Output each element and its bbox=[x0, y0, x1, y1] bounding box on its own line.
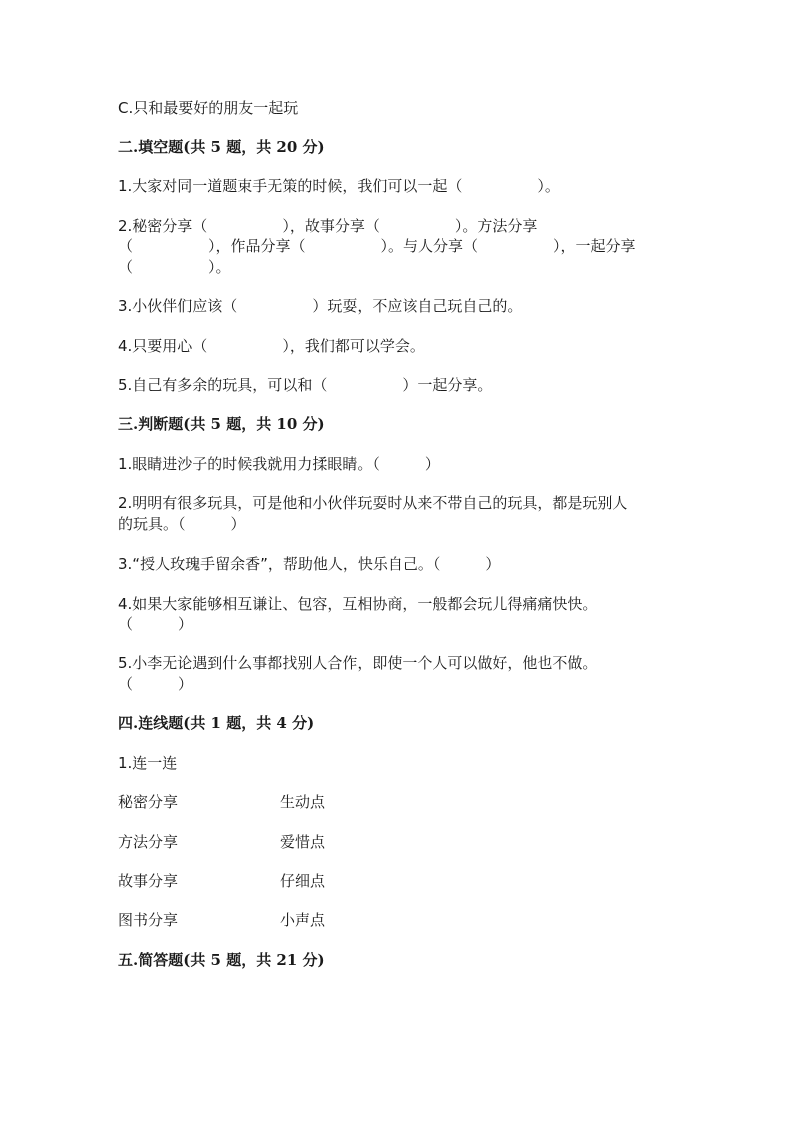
fill-question-3: 3.小伙伴们应该（ ）玩耍，不应该自己玩自己的。 bbox=[118, 297, 523, 315]
judge-question-4-line-2: （ ） bbox=[118, 615, 194, 633]
matching-right-item: 爱惜点 bbox=[280, 833, 326, 851]
matching-right-item: 仔细点 bbox=[280, 872, 326, 890]
judge-question-2-line-2: 的玩具。（ ） bbox=[118, 515, 246, 533]
option-c: C.只和最要好的朋友一起玩 bbox=[118, 99, 299, 117]
fill-question-4: 4.只要用心（ ），我们都可以学会。 bbox=[118, 337, 425, 355]
fill-question-2-line-1: 2.秘密分享（ ），故事分享（ ）。方法分享 bbox=[118, 217, 538, 235]
fill-question-2-line-2: （ ），作品分享（ ）。与人分享（ ），一起分享 bbox=[118, 237, 636, 255]
judge-question-2-line-1: 2.明明有很多玩具，可是他和小伙伴玩耍时从来不带自己的玩具，都是玩别人 bbox=[118, 494, 628, 512]
matching-left-item: 方法分享 bbox=[118, 833, 179, 851]
fill-question-1: 1.大家对同一道题束手无策的时候，我们可以一起（ ）。 bbox=[118, 177, 560, 195]
matching-left-item: 故事分享 bbox=[118, 872, 179, 890]
matching-right-item: 小声点 bbox=[280, 911, 326, 929]
judge-question-5-line-1: 5.小李无论遇到什么事都找别人合作，即使一个人可以做好，他也不做。 bbox=[118, 654, 598, 672]
judge-question-1: 1.眼睛进沙子的时候我就用力揉眼睛。（ ） bbox=[118, 455, 440, 473]
judge-question-3: 3.“授人玫瑰手留余香”，帮助他人，快乐自己。（ ） bbox=[118, 555, 501, 573]
fill-question-5: 5.自己有多余的玩具，可以和（ ）一起分享。 bbox=[118, 376, 493, 394]
matching-right-item: 生动点 bbox=[280, 793, 326, 811]
fill-question-2-line-3: （ ）。 bbox=[118, 258, 231, 276]
matching-question-1: 1.连一连 bbox=[118, 754, 178, 772]
judge-question-5-line-2: （ ） bbox=[118, 675, 194, 693]
matching-left-item: 秘密分享 bbox=[118, 793, 179, 811]
section-4-heading: 四.连线题(共 1 题，共 4 分) bbox=[118, 714, 315, 732]
judge-question-4-line-1: 4.如果大家能够相互谦让、包容，互相协商，一般都会玩儿得痛痛快快。 bbox=[118, 595, 598, 613]
section-5-heading: 五.简答题(共 5 题，共 21 分) bbox=[118, 951, 325, 969]
section-2-heading: 二.填空题(共 5 题，共 20 分) bbox=[118, 138, 325, 156]
matching-left-item: 图书分享 bbox=[118, 911, 179, 929]
section-3-heading: 三.判断题(共 5 题，共 10 分) bbox=[118, 415, 325, 433]
